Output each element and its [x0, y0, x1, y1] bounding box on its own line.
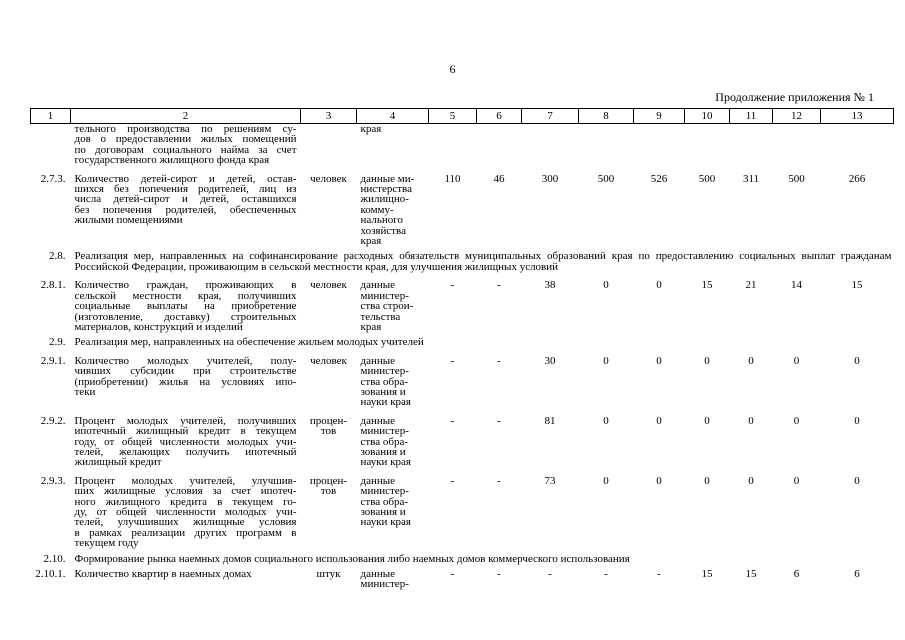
- value-cell: [579, 124, 634, 166]
- value-cell: 500: [597, 172, 615, 185]
- value-cell: [821, 124, 894, 166]
- row-number: 2.9.1.: [40, 354, 66, 367]
- value-cell: -: [548, 568, 552, 581]
- section-title: Формирование рынка наемных домов социального использования либо наемных домов коммерческого использования: [74, 552, 630, 565]
- header-cell: 7: [522, 109, 579, 124]
- source-cell: [357, 166, 429, 247]
- value-cell: 300: [541, 172, 559, 185]
- text-line: процен-: [309, 414, 348, 427]
- unit-cell: [301, 272, 357, 332]
- text-line: жилыми помещениями: [74, 214, 183, 227]
- text-line: (изготовление, доставку) строительных: [74, 310, 297, 323]
- text-line: текущем году: [74, 537, 139, 550]
- text-line: Количество детей-сирот и детей, остав-: [74, 172, 297, 185]
- header-cell: 3: [301, 109, 357, 124]
- value-cell: 311: [742, 172, 760, 185]
- value-cell: 500: [788, 172, 805, 185]
- text-line: числа детей-сирот и детей, оставшихся: [74, 193, 297, 206]
- source-cell: [357, 468, 429, 549]
- table-row: [31, 124, 894, 166]
- text-line: ства обра-: [360, 435, 409, 448]
- value-cell: 0: [656, 474, 662, 487]
- value-cell: -: [497, 474, 501, 487]
- unit-cell: [301, 124, 357, 166]
- value-cell: [685, 124, 730, 166]
- value-cell: -: [450, 474, 455, 487]
- section-row: [31, 246, 894, 272]
- text-line: в рамках реализации других программ в: [74, 526, 297, 539]
- value-cell: -: [604, 568, 608, 581]
- value-cell: 15: [745, 568, 757, 581]
- text-line: науки края: [360, 516, 411, 529]
- page-number: 6: [449, 62, 456, 76]
- text-line: телей, желающих получить ипотечный: [74, 445, 297, 458]
- section-row: [31, 332, 894, 347]
- text-line: чивших субсидии при строительстве: [74, 365, 297, 378]
- unit-cell: [301, 468, 357, 549]
- value-cell: 0: [748, 474, 754, 487]
- header-cell: 6: [477, 109, 522, 124]
- text-line: зования и: [360, 506, 406, 518]
- value-cell: 0: [854, 414, 860, 427]
- row-number: 2.9.3.: [40, 474, 66, 487]
- header-cell: 13: [821, 109, 894, 124]
- text-line: тельства: [360, 310, 401, 323]
- text-line: министер-: [360, 365, 409, 378]
- value-cell: 0: [603, 354, 609, 367]
- value-cell: 81: [544, 414, 556, 427]
- value-cell: 0: [854, 474, 860, 487]
- text-line: по договорам социального найма за счет: [74, 143, 297, 156]
- text-line: ипотечный жилищный кредит в текущем: [74, 425, 297, 438]
- unit-cell: [301, 166, 357, 247]
- value-cell: 6: [854, 568, 860, 581]
- text-line: сельской местности края, получивших: [74, 289, 297, 302]
- text-line: Количество молодых учителей, полу-: [74, 354, 297, 367]
- text-line: тов: [320, 485, 337, 498]
- source-cell: [357, 124, 429, 166]
- text-line: данные: [360, 414, 396, 427]
- value-cell: 15: [851, 279, 863, 292]
- continuation-caption: Продолжение приложения № 1: [715, 90, 874, 104]
- text-line: жилищный кредит: [74, 456, 162, 469]
- row-number: [31, 124, 71, 166]
- table-row: [31, 564, 894, 590]
- header-cell: 12: [773, 109, 821, 124]
- header-cell: 11: [730, 109, 773, 124]
- text-line: социальные выплаты на приобретение: [74, 300, 297, 313]
- value-cell: -: [450, 354, 455, 367]
- text-line: ства строи-: [360, 300, 414, 313]
- text-line: Количество граждан, проживающих в: [74, 279, 297, 292]
- unit-cell: [301, 564, 357, 590]
- header-cell: 5: [429, 109, 477, 124]
- value-cell: 21: [745, 279, 757, 292]
- unit-cell: [301, 348, 357, 408]
- value-cell: [477, 124, 522, 166]
- text-line: человек: [310, 172, 347, 185]
- text-line: края: [360, 320, 382, 333]
- value-cell: 38: [544, 279, 556, 292]
- row-number: 2.8.: [49, 250, 66, 263]
- text-line: тельного производства по решениям су-: [74, 123, 297, 135]
- source-cell: [357, 408, 429, 468]
- indicator-name: [71, 272, 301, 332]
- text-line: зования и: [360, 445, 406, 458]
- value-cell: 110: [444, 172, 461, 185]
- header-cell: 1: [31, 109, 71, 124]
- row-number: 2.10.1.: [35, 568, 66, 581]
- header-cell: 10: [685, 109, 730, 124]
- text-line: (приобретении) жилья на условиях ипо-: [74, 375, 297, 388]
- text-line: ду, от общей численности молодых учи-: [74, 506, 297, 518]
- row-number: 2.7.3.: [40, 172, 66, 185]
- value-cell: 0: [656, 414, 662, 427]
- value-cell: 15: [701, 568, 713, 581]
- text-line: края: [360, 123, 382, 135]
- row-number: 2.9.2.: [40, 414, 66, 427]
- value-cell: -: [450, 414, 455, 427]
- text-line: ших жилищные условия за счет ипотеч-: [74, 485, 297, 498]
- text-line: края: [360, 235, 382, 248]
- value-cell: 0: [603, 279, 609, 292]
- text-line: нистерства: [360, 183, 412, 196]
- table-row: [31, 468, 894, 549]
- table-header-row: [31, 109, 894, 124]
- value-cell: 0: [603, 414, 609, 427]
- table-row: [31, 272, 894, 332]
- indicator-name: [71, 564, 301, 590]
- text-line: году, от общей численности молодых учи-: [74, 435, 297, 448]
- text-line: нального: [360, 214, 403, 227]
- value-cell: 15: [701, 279, 713, 292]
- value-cell: 0: [793, 354, 800, 367]
- row-number: 2.9.: [49, 336, 66, 349]
- text-line: человек: [310, 279, 347, 292]
- header-cell: 2: [71, 109, 301, 124]
- text-line: Процент молодых учителей, улучшив-: [74, 474, 297, 487]
- value-cell: 0: [793, 414, 800, 427]
- row-number: 2.8.1.: [40, 279, 66, 292]
- value-cell: 30: [544, 354, 556, 367]
- table-row: [31, 348, 894, 408]
- value-cell: 500: [698, 172, 716, 185]
- text-line: данные: [360, 279, 396, 292]
- value-cell: 14: [791, 279, 802, 292]
- value-cell: 266: [848, 172, 866, 185]
- value-cell: 0: [793, 474, 800, 487]
- section-title: Реализация мер, направленных на обеспечение жильем молодых учителей: [74, 336, 424, 349]
- value-cell: 0: [704, 354, 710, 367]
- text-line: хозяйства: [360, 224, 406, 237]
- text-line: данные: [360, 474, 396, 487]
- indicator-name: [71, 468, 301, 549]
- text-line: Количество квартир в наемных домах: [74, 568, 252, 581]
- value-cell: 46: [493, 172, 505, 185]
- section-title: Реализация мер, направленных на софинансирование расходных обязательств муниципальных образований края по предоставлению социальных выплат гражданам Российской Федерации, проживающим в сельской местности края, для улучшения жилищных условий: [74, 250, 892, 273]
- text-line: науки края: [360, 456, 411, 469]
- source-cell: [357, 348, 429, 408]
- indicator-name: [71, 348, 301, 408]
- text-line: министер-: [360, 578, 409, 591]
- value-cell: 0: [854, 354, 860, 367]
- text-line: Процент молодых учителей, получивших: [74, 414, 297, 427]
- value-cell: -: [497, 568, 501, 581]
- text-line: комму-: [360, 203, 394, 216]
- value-cell: [634, 124, 685, 166]
- text-line: штук: [316, 568, 341, 581]
- text-line: ного жилищного кредита в текущем го-: [74, 495, 297, 508]
- text-line: ства обра-: [360, 495, 409, 508]
- value-cell: [429, 124, 477, 166]
- text-line: государственного жилищного фонда края: [74, 154, 270, 167]
- value-cell: 0: [704, 414, 710, 427]
- indicator-name: [71, 166, 301, 247]
- text-line: без попечения родителей, обеспеченных: [74, 203, 297, 216]
- value-cell: 526: [650, 172, 668, 185]
- unit-cell: [301, 408, 357, 468]
- value-cell: 73: [544, 474, 556, 487]
- header-cell: 8: [579, 109, 634, 124]
- value-cell: -: [497, 414, 501, 427]
- text-line: теки: [74, 385, 96, 398]
- value-cell: [773, 124, 821, 166]
- value-cell: 0: [704, 474, 710, 487]
- value-cell: -: [497, 279, 501, 292]
- value-cell: 0: [603, 474, 609, 487]
- value-cell: 0: [656, 279, 662, 292]
- value-cell: -: [657, 568, 661, 581]
- text-line: шихся без попечения родителей, лиц из: [74, 183, 297, 196]
- text-line: министер-: [360, 425, 409, 438]
- source-cell: [357, 272, 429, 332]
- value-cell: 0: [748, 414, 754, 427]
- text-line: науки края: [360, 396, 411, 409]
- text-line: человек: [310, 354, 347, 367]
- text-line: данные: [360, 354, 396, 367]
- indicator-name: [71, 124, 301, 166]
- value-cell: 6: [793, 568, 800, 581]
- value-cell: 0: [748, 354, 754, 367]
- text-line: телей, улучшивших жилищные условия: [74, 516, 297, 529]
- text-line: министер-: [360, 289, 409, 302]
- value-cell: [522, 124, 579, 166]
- text-line: дов о предоставлении жилых помещений: [74, 133, 297, 146]
- value-cell: [730, 124, 773, 166]
- indicator-name: [71, 408, 301, 468]
- table-row: [31, 408, 894, 468]
- text-line: материалов, конструкций и изделий: [74, 320, 243, 333]
- text-line: данные: [360, 568, 396, 581]
- text-line: данные ми-: [360, 172, 415, 185]
- text-line: ства обра-: [360, 375, 409, 388]
- text-line: жилищно-: [360, 193, 409, 206]
- value-cell: -: [450, 568, 455, 581]
- value-cell: -: [497, 354, 501, 367]
- table-row: [31, 166, 894, 247]
- header-cell: 4: [357, 109, 429, 124]
- text-line: тов: [320, 425, 337, 438]
- indicators-table: [30, 108, 894, 590]
- text-line: зования и: [360, 385, 406, 398]
- header-cell: 9: [634, 109, 685, 124]
- text-line: министер-: [360, 485, 409, 498]
- source-cell: [357, 564, 429, 590]
- section-row: [31, 549, 894, 564]
- value-cell: -: [450, 279, 455, 292]
- row-number: 2.10.: [43, 552, 66, 565]
- value-cell: 0: [656, 354, 662, 367]
- text-line: процен-: [309, 474, 348, 487]
